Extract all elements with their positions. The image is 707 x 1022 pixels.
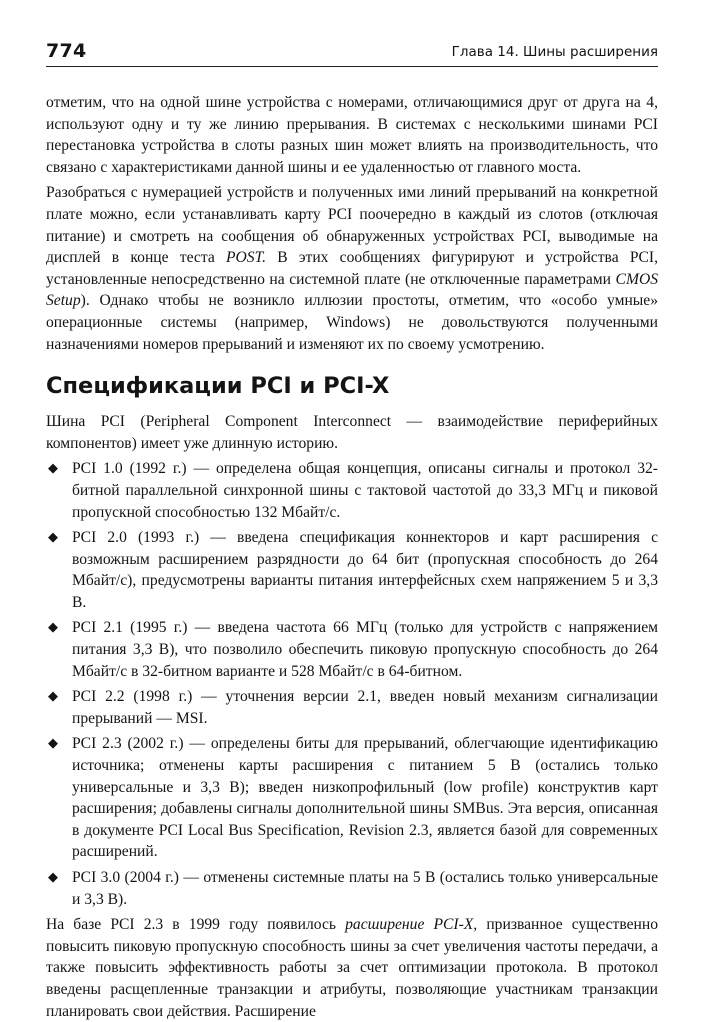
list-item-text: PCI 2.3 (2002 г.) — определены биты для прерываний, облегчающие идентификацию источника; отменены карты расширения с питанием 5 В (остались только универсальные и 3,3 В); введен низкопрофильный (low profile) конструктив карт расширения; добавлены сигналы дополнительной шины SMBus. Эта версия, описанная в документе PCI Local Bus Specification, Revision 2.3, является базой для современных расширений.	[72, 735, 658, 861]
page-body	[46, 92, 658, 1022]
paragraph-2-text-b: В этих сообщениях фигурируют и устройства PCI, установленные непосредственно на системной плате (не отключенные параметрами	[46, 249, 658, 288]
spec-version-list	[46, 458, 658, 910]
bullet-diamond-icon: ◆	[48, 689, 58, 705]
closing-text-b: призванное существенно повысить пиковую пропускную способность шины за счет увеличения частоты передачи, а также повысить эффективность работы за счет оптимизации протокола. В протокол введены расщепленные транзакции и атрибуты, позволяющие участникам транзакции планировать свои действия. Расширение	[46, 916, 659, 1020]
page-number: 774	[46, 40, 87, 62]
closing-paragraph	[46, 914, 658, 1022]
bullet-diamond-icon: ◆	[48, 461, 58, 477]
bullet-diamond-icon: ◆	[48, 530, 58, 546]
paragraph-2-text-c: ). Однако чтобы не возникло иллюзии простоты, отметим, что «особо умные» операционные системы (например, Windows) не довольствуются полученными назначениями номеров прерываний и изменяют их по своему усмотрению.	[46, 292, 658, 353]
paragraph-2-emphasis-cmos: CMOS Setup	[46, 270, 658, 310]
paragraph-2	[46, 182, 658, 355]
running-head: Глава 14. Шины расширения	[451, 44, 658, 60]
paragraph-2-emphasis-post: POST.	[225, 249, 266, 267]
list-item	[46, 867, 658, 910]
list-item-text: PCI 1.0 (1992 г.) — определена общая концепция, описаны сигналы и протокол 32-битной параллельной синхронной шины с тактовой частотой до 33,3 МГц и пиковой пропускной способностью 132 Мбайт/с.	[72, 460, 658, 521]
bullet-diamond-icon: ◆	[48, 870, 58, 885]
list-item	[46, 617, 658, 682]
bullet-diamond-icon: ◆	[48, 736, 58, 752]
list-item	[46, 733, 658, 863]
list-item-text: PCI 2.1 (1995 г.) — введена частота 66 МГц (только для устройств с напряжением питания 3,3 В), что позволило обеспечить пиковую пропускную способность до 264 Мбайт/с в 32-битном варианте и 528 Мбайт/с в 64-битном.	[72, 619, 658, 680]
closing-text-a: На базе PCI 2.3 в 1999 году появилось	[46, 916, 346, 934]
list-item-text: PCI 3.0 (2004 г.) — отменены системные платы на 5 В (остались только универсальные и 3,3 В).	[72, 869, 658, 908]
paragraph-1: отметим, что на одной шине устройства с номерами, отличающимися друг от друга на 4, используют одну и ту же линию прерывания. В системах с несколькими шинами PCI перестановка устройства в слоты разных шин может влиять на производительность, что связано с характеристиками данной шины и ее удаленностью от главного моста.	[46, 94, 658, 176]
closing-emphasis-pcix: расширение PCI-X,	[345, 916, 478, 934]
page-header	[46, 40, 658, 67]
list-item	[46, 527, 658, 613]
paragraph-2-text-a: Разобраться с нумерацией устройств и полученных ими линий прерываний на конкретной плате можно, если устанавливать карту PCI поочередно в каждый из слотов (отключая питание) и смотреть на сообщения об обнаруженных устройствах PCI, выводимые на дисплей в конце теста	[46, 184, 658, 267]
bullet-diamond-icon: ◆	[48, 620, 58, 636]
list-item-text: PCI 2.0 (1993 г.) — введена спецификация коннекторов и карт расширения с возможным расширением разрядности до 64 бит (пропускная способность до 264 Мбайт/с), предусмотрены варианты питания интерфейсных схем напряжением 5 и 3,3 В.	[72, 529, 658, 611]
list-item	[46, 686, 658, 729]
section-intro: Шина PCI (Peripheral Component Interconnect — взаимодействие периферийных компонентов) имеет уже длинную историю.	[46, 413, 658, 452]
list-item-text: PCI 2.2 (1998 г.) — уточнения версии 2.1, введен новый механизм сигнализации прерываний — MSI.	[72, 688, 658, 727]
list-item	[46, 458, 658, 523]
section-heading: Спецификации PCI и PCI-X	[46, 373, 390, 400]
